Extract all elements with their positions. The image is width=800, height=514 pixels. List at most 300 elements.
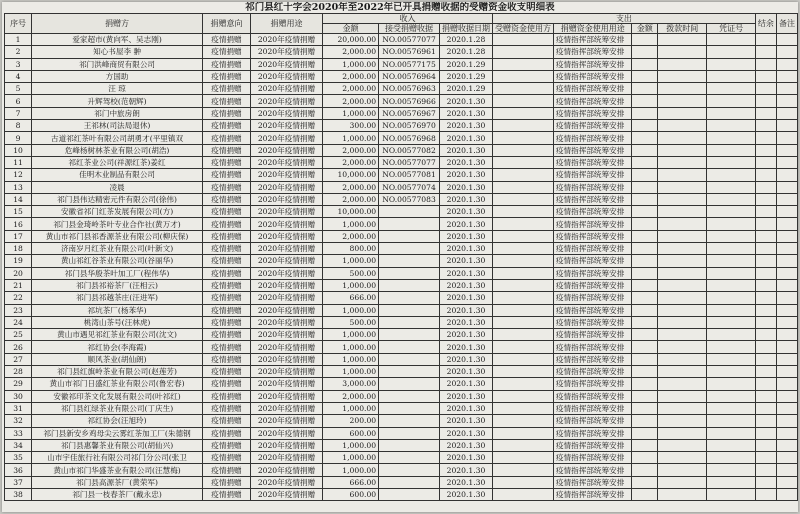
- cell-receipt-no: [379, 243, 440, 255]
- cell-expense-usage: 疫情指挥部统筹安排: [553, 181, 632, 193]
- cell-expense-usage: 疫情指挥部统筹安排: [553, 218, 632, 230]
- cell-receipt-date: 2020.1.29: [439, 70, 492, 82]
- cell-expense-amount: [632, 169, 658, 181]
- table-row: [5, 120, 798, 132]
- cell-recipient: [492, 181, 553, 193]
- cell-expense-date: [658, 218, 707, 230]
- cell-donor: 知心书屋李 翀: [32, 46, 203, 58]
- cell-balance: [755, 304, 776, 316]
- cell-receipt-date: 2020.1.30: [439, 120, 492, 132]
- cell-recipient: [492, 58, 553, 70]
- cell-income-amount: 1,000.00: [323, 341, 379, 353]
- cell-expense-date: [658, 34, 707, 46]
- cell-receipt-date: 2020.1.30: [439, 193, 492, 205]
- cell-expense-amount: [632, 181, 658, 193]
- table-row: [5, 402, 798, 414]
- cell-receipt-date: 2020.1.30: [439, 255, 492, 267]
- cell-receipt-no: [379, 378, 440, 390]
- cell-donor: 祁门县红旗岭茶业有限公司(赵莲芳): [32, 366, 203, 378]
- cell-note: [776, 46, 797, 58]
- cell-expense-date: [658, 292, 707, 304]
- cell-intent: 疫情捐赠: [203, 488, 251, 500]
- cell-donor: 祁红协会(汪旭玲): [32, 415, 203, 427]
- table-row: [5, 366, 798, 378]
- cell-intent: 疫情捐赠: [203, 476, 251, 488]
- cell-income-amount: 1,000.00: [323, 255, 379, 267]
- cell-recipient: [492, 34, 553, 46]
- cell-income-amount: 2,000.00: [323, 230, 379, 242]
- cell-recipient: [492, 488, 553, 500]
- cell-usage: 2020年疫情捐赠: [250, 144, 322, 156]
- cell-expense-date: [658, 169, 707, 181]
- cell-receipt-date: 2020.1.28: [439, 46, 492, 58]
- cell-donor: 汪 琼: [32, 83, 203, 95]
- cell-usage: 2020年疫情捐赠: [250, 353, 322, 365]
- cell-seq: 2: [5, 46, 32, 58]
- cell-intent: 疫情捐赠: [203, 292, 251, 304]
- cell-balance: [755, 464, 776, 476]
- cell-seq: 8: [5, 120, 32, 132]
- cell-usage: 2020年疫情捐赠: [250, 267, 322, 279]
- cell-usage: 2020年疫情捐赠: [250, 58, 322, 70]
- cell-expense-amount: [632, 95, 658, 107]
- cell-seq: 15: [5, 206, 32, 218]
- table-row: [5, 218, 798, 230]
- cell-donor: 山市宇佳旅行社有限公司祁门分公司(张卫: [32, 452, 203, 464]
- table-row: [5, 230, 798, 242]
- cell-voucher: [707, 181, 756, 193]
- cell-expense-usage: 疫情指挥部统筹安排: [553, 255, 632, 267]
- cell-receipt-date: 2020.1.30: [439, 169, 492, 181]
- cell-expense-date: [658, 279, 707, 291]
- cell-usage: 2020年疫情捐赠: [250, 464, 322, 476]
- cell-note: [776, 415, 797, 427]
- cell-voucher: [707, 58, 756, 70]
- cell-expense-date: [658, 132, 707, 144]
- cell-expense-amount: [632, 390, 658, 402]
- table-row: [5, 439, 798, 451]
- cell-note: [776, 107, 797, 119]
- cell-receipt-date: 2020.1.30: [439, 452, 492, 464]
- cell-receipt-no: NO.00576967: [379, 107, 440, 119]
- cell-expense-date: [658, 329, 707, 341]
- cell-recipient: [492, 341, 553, 353]
- cell-receipt-date: 2020.1.28: [439, 34, 492, 46]
- cell-expense-usage: 疫情指挥部统筹安排: [553, 70, 632, 82]
- table-row: [5, 488, 798, 500]
- cell-seq: 21: [5, 279, 32, 291]
- cell-voucher: [707, 95, 756, 107]
- cell-expense-date: [658, 144, 707, 156]
- cell-receipt-date: 2020.1.30: [439, 95, 492, 107]
- cell-usage: 2020年疫情捐赠: [250, 439, 322, 451]
- cell-voucher: [707, 70, 756, 82]
- cell-expense-date: [658, 156, 707, 168]
- cell-expense-usage: 疫情指挥部统筹安排: [553, 390, 632, 402]
- cell-income-amount: 2,000.00: [323, 70, 379, 82]
- cell-expense-date: [658, 353, 707, 365]
- cell-donor: 方国助: [32, 70, 203, 82]
- cell-note: [776, 230, 797, 242]
- cell-balance: [755, 95, 776, 107]
- cell-income-amount: 1,000.00: [323, 439, 379, 451]
- cell-balance: [755, 353, 776, 365]
- cell-income-amount: 1,000.00: [323, 452, 379, 464]
- cell-recipient: [492, 107, 553, 119]
- cell-note: [776, 34, 797, 46]
- cell-voucher: [707, 402, 756, 414]
- cell-expense-amount: [632, 341, 658, 353]
- cell-receipt-date: 2020.1.30: [439, 132, 492, 144]
- cell-donor: 祁门县华殷茶叶加工厂(程伟华): [32, 267, 203, 279]
- cell-receipt-no: [379, 206, 440, 218]
- cell-usage: 2020年疫情捐赠: [250, 70, 322, 82]
- cell-income-amount: 20,000.00: [323, 34, 379, 46]
- cell-donor: 安徽省祁门红茶发展有限公司(方): [32, 206, 203, 218]
- cell-income-amount: 1,000.00: [323, 366, 379, 378]
- table-row: [5, 156, 798, 168]
- cell-expense-usage: 疫情指挥部统筹安排: [553, 452, 632, 464]
- cell-note: [776, 427, 797, 439]
- table-row: [5, 427, 798, 439]
- cell-expense-usage: 疫情指挥部统筹安排: [553, 353, 632, 365]
- cell-expense-usage: 疫情指挥部统筹安排: [553, 341, 632, 353]
- table-row: [5, 255, 798, 267]
- cell-expense-amount: [632, 83, 658, 95]
- cell-donor: 黄山市遇见祁红茶业有限公司(沈文): [32, 329, 203, 341]
- cell-seq: 24: [5, 316, 32, 328]
- cell-receipt-date: 2020.1.30: [439, 218, 492, 230]
- header-recipient: 受赠资金使用方: [492, 24, 553, 34]
- cell-income-amount: 2,000.00: [323, 46, 379, 58]
- cell-expense-amount: [632, 120, 658, 132]
- cell-balance: [755, 218, 776, 230]
- table-row: [5, 464, 798, 476]
- cell-seq: 20: [5, 267, 32, 279]
- cell-note: [776, 181, 797, 193]
- cell-donor: 祁门县一枝春茶厂(戴永忠): [32, 488, 203, 500]
- cell-income-amount: 2,000.00: [323, 95, 379, 107]
- cell-balance: [755, 70, 776, 82]
- cell-income-amount: 2,000.00: [323, 144, 379, 156]
- cell-note: [776, 464, 797, 476]
- cell-income-amount: 300.00: [323, 120, 379, 132]
- cell-donor: 祁门县新安乡鸡母尖云雾红茶加工厂(朱德钢: [32, 427, 203, 439]
- cell-intent: 疫情捐赠: [203, 316, 251, 328]
- cell-expense-amount: [632, 279, 658, 291]
- table-row: [5, 279, 798, 291]
- cell-donor: 祁红协会(李海霞): [32, 341, 203, 353]
- cell-expense-amount: [632, 415, 658, 427]
- cell-receipt-no: [379, 230, 440, 242]
- table-row: [5, 341, 798, 353]
- cell-intent: 疫情捐赠: [203, 95, 251, 107]
- cell-expense-date: [658, 95, 707, 107]
- cell-expense-amount: [632, 378, 658, 390]
- cell-seq: 36: [5, 464, 32, 476]
- cell-receipt-no: [379, 316, 440, 328]
- cell-balance: [755, 316, 776, 328]
- cell-recipient: [492, 218, 553, 230]
- cell-balance: [755, 206, 776, 218]
- cell-receipt-no: NO.00576961: [379, 46, 440, 58]
- table-row: [5, 292, 798, 304]
- cell-expense-usage: 疫情指挥部统筹安排: [553, 156, 632, 168]
- cell-expense-date: [658, 58, 707, 70]
- cell-receipt-no: [379, 439, 440, 451]
- cell-recipient: [492, 243, 553, 255]
- cell-recipient: [492, 390, 553, 402]
- cell-voucher: [707, 353, 756, 365]
- cell-note: [776, 292, 797, 304]
- cell-receipt-date: 2020.1.30: [439, 439, 492, 451]
- cell-balance: [755, 452, 776, 464]
- cell-donor: 祁门县金琦岭茶叶专业合作社(黄万才): [32, 218, 203, 230]
- cell-usage: 2020年疫情捐赠: [250, 488, 322, 500]
- cell-expense-usage: 疫情指挥部统筹安排: [553, 439, 632, 451]
- cell-balance: [755, 378, 776, 390]
- cell-intent: 疫情捐赠: [203, 193, 251, 205]
- cell-income-amount: 1,000.00: [323, 58, 379, 70]
- cell-intent: 疫情捐赠: [203, 169, 251, 181]
- cell-donor: 祁门中旅房朗: [32, 107, 203, 119]
- cell-income-amount: 10,000.00: [323, 206, 379, 218]
- table-row: [5, 144, 798, 156]
- cell-note: [776, 316, 797, 328]
- cell-donor: 升辉驾校(范朝辉): [32, 95, 203, 107]
- cell-expense-date: [658, 341, 707, 353]
- cell-voucher: [707, 427, 756, 439]
- cell-receipt-no: [379, 341, 440, 353]
- cell-expense-amount: [632, 70, 658, 82]
- cell-balance: [755, 279, 776, 291]
- cell-seq: 30: [5, 390, 32, 402]
- cell-expense-date: [658, 476, 707, 488]
- cell-voucher: [707, 476, 756, 488]
- cell-note: [776, 218, 797, 230]
- cell-expense-usage: 疫情指挥部统筹安排: [553, 206, 632, 218]
- cell-expense-date: [658, 46, 707, 58]
- cell-seq: 34: [5, 439, 32, 451]
- cell-donor: 祁红茶业公司(祥源红茶)姜红: [32, 156, 203, 168]
- cell-income-amount: 10,000.00: [323, 169, 379, 181]
- cell-expense-date: [658, 120, 707, 132]
- cell-seq: 13: [5, 181, 32, 193]
- cell-receipt-date: 2020.1.29: [439, 83, 492, 95]
- cell-expense-amount: [632, 46, 658, 58]
- cell-seq: 37: [5, 476, 32, 488]
- cell-receipt-no: NO.00576964: [379, 70, 440, 82]
- cell-expense-date: [658, 488, 707, 500]
- cell-balance: [755, 156, 776, 168]
- cell-intent: 疫情捐赠: [203, 218, 251, 230]
- cell-intent: 疫情捐赠: [203, 452, 251, 464]
- cell-seq: 4: [5, 70, 32, 82]
- cell-income-amount: 3,000.00: [323, 378, 379, 390]
- cell-usage: 2020年疫情捐赠: [250, 181, 322, 193]
- cell-income-amount: 2,000.00: [323, 83, 379, 95]
- cell-intent: 疫情捐赠: [203, 439, 251, 451]
- cell-balance: [755, 230, 776, 242]
- cell-balance: [755, 488, 776, 500]
- cell-note: [776, 169, 797, 181]
- cell-expense-date: [658, 304, 707, 316]
- cell-balance: [755, 329, 776, 341]
- cell-receipt-no: [379, 279, 440, 291]
- ledger-body: [5, 34, 798, 501]
- cell-intent: 疫情捐赠: [203, 341, 251, 353]
- cell-receipt-no: [379, 452, 440, 464]
- cell-usage: 2020年疫情捐赠: [250, 34, 322, 46]
- cell-expense-amount: [632, 292, 658, 304]
- cell-usage: 2020年疫情捐赠: [250, 132, 322, 144]
- cell-voucher: [707, 83, 756, 95]
- cell-receipt-date: 2020.1.30: [439, 366, 492, 378]
- cell-intent: 疫情捐赠: [203, 427, 251, 439]
- cell-receipt-date: 2020.1.30: [439, 107, 492, 119]
- cell-receipt-no: NO.00577081: [379, 169, 440, 181]
- cell-recipient: [492, 95, 553, 107]
- cell-expense-usage: 疫情指挥部统筹安排: [553, 107, 632, 119]
- cell-intent: 疫情捐赠: [203, 107, 251, 119]
- cell-balance: [755, 476, 776, 488]
- cell-recipient: [492, 316, 553, 328]
- cell-voucher: [707, 218, 756, 230]
- cell-receipt-date: 2020.1.30: [439, 267, 492, 279]
- cell-receipt-date: 2020.1.30: [439, 341, 492, 353]
- cell-receipt-no: [379, 255, 440, 267]
- cell-expense-amount: [632, 132, 658, 144]
- cell-seq: 1: [5, 34, 32, 46]
- cell-donor: 爱家超市(黄向军、吴志刚): [32, 34, 203, 46]
- cell-recipient: [492, 353, 553, 365]
- cell-voucher: [707, 120, 756, 132]
- cell-usage: 2020年疫情捐赠: [250, 95, 322, 107]
- cell-usage: 2020年疫情捐赠: [250, 390, 322, 402]
- cell-seq: 31: [5, 402, 32, 414]
- cell-expense-amount: [632, 488, 658, 500]
- cell-note: [776, 353, 797, 365]
- cell-usage: 2020年疫情捐赠: [250, 206, 322, 218]
- table-row: [5, 169, 798, 181]
- cell-receipt-no: [379, 415, 440, 427]
- cell-income-amount: 500.00: [323, 267, 379, 279]
- header-expense-amount: 金额: [632, 24, 658, 34]
- cell-intent: 疫情捐赠: [203, 378, 251, 390]
- header-donor: 捐赠方: [32, 14, 203, 34]
- cell-usage: 2020年疫情捐赠: [250, 156, 322, 168]
- cell-donor: 佳明木业制品有限公司: [32, 169, 203, 181]
- cell-expense-usage: 疫情指挥部统筹安排: [553, 402, 632, 414]
- cell-note: [776, 58, 797, 70]
- cell-recipient: [492, 46, 553, 58]
- cell-expense-amount: [632, 206, 658, 218]
- cell-intent: 疫情捐赠: [203, 83, 251, 95]
- cell-receipt-date: 2020.1.30: [439, 427, 492, 439]
- cell-voucher: [707, 292, 756, 304]
- cell-donor: 祁门县惠馨茶业有限公司(胡仙兴): [32, 439, 203, 451]
- cell-note: [776, 132, 797, 144]
- cell-receipt-no: [379, 488, 440, 500]
- cell-usage: 2020年疫情捐赠: [250, 243, 322, 255]
- cell-expense-usage: 疫情指挥部统筹安排: [553, 120, 632, 132]
- header-receipt-no: 接受捐赠收据: [379, 24, 440, 34]
- cell-income-amount: 2,000.00: [323, 193, 379, 205]
- cell-income-amount: 1,000.00: [323, 279, 379, 291]
- cell-income-amount: 600.00: [323, 427, 379, 439]
- cell-donor: 桃湾山茶号(汪林虎): [32, 316, 203, 328]
- cell-receipt-no: NO.00577083: [379, 193, 440, 205]
- cell-seq: 25: [5, 329, 32, 341]
- cell-intent: 疫情捐赠: [203, 390, 251, 402]
- cell-receipt-no: NO.00576970: [379, 120, 440, 132]
- cell-intent: 疫情捐赠: [203, 366, 251, 378]
- cell-usage: 2020年疫情捐赠: [250, 415, 322, 427]
- ledger-table: [4, 13, 798, 501]
- cell-receipt-date: 2020.1.30: [439, 230, 492, 242]
- cell-note: [776, 193, 797, 205]
- cell-intent: 疫情捐赠: [203, 353, 251, 365]
- cell-voucher: [707, 452, 756, 464]
- cell-expense-date: [658, 107, 707, 119]
- cell-expense-usage: 疫情指挥部统筹安排: [553, 279, 632, 291]
- cell-income-amount: 1,000.00: [323, 218, 379, 230]
- cell-intent: 疫情捐赠: [203, 144, 251, 156]
- cell-note: [776, 95, 797, 107]
- cell-recipient: [492, 120, 553, 132]
- table-row: [5, 329, 798, 341]
- cell-receipt-date: 2020.1.29: [439, 58, 492, 70]
- cell-balance: [755, 34, 776, 46]
- cell-receipt-no: [379, 366, 440, 378]
- cell-intent: 疫情捐赠: [203, 402, 251, 414]
- cell-expense-usage: 疫情指挥部统筹安排: [553, 144, 632, 156]
- cell-receipt-date: 2020.1.30: [439, 181, 492, 193]
- cell-intent: 疫情捐赠: [203, 156, 251, 168]
- cell-receipt-date: 2020.1.30: [439, 243, 492, 255]
- cell-usage: 2020年疫情捐赠: [250, 193, 322, 205]
- cell-receipt-date: 2020.1.30: [439, 329, 492, 341]
- cell-income-amount: 1,000.00: [323, 132, 379, 144]
- cell-note: [776, 439, 797, 451]
- cell-voucher: [707, 107, 756, 119]
- cell-usage: 2020年疫情捐赠: [250, 378, 322, 390]
- cell-income-amount: 800.00: [323, 243, 379, 255]
- cell-expense-usage: 疫情指挥部统筹安排: [553, 267, 632, 279]
- cell-expense-usage: 疫情指挥部统筹安排: [553, 316, 632, 328]
- cell-usage: 2020年疫情捐赠: [250, 452, 322, 464]
- table-row: [5, 390, 798, 402]
- cell-seq: 5: [5, 83, 32, 95]
- cell-voucher: [707, 230, 756, 242]
- table-row: [5, 206, 798, 218]
- cell-receipt-date: 2020.1.30: [439, 488, 492, 500]
- cell-recipient: [492, 70, 553, 82]
- cell-note: [776, 83, 797, 95]
- cell-expense-date: [658, 390, 707, 402]
- cell-donor: 济南岁月红茶业有限公司(叶新文): [32, 243, 203, 255]
- cell-expense-usage: 疫情指挥部统筹安排: [553, 304, 632, 316]
- table-row: [5, 83, 798, 95]
- cell-expense-usage: 疫情指挥部统筹安排: [553, 95, 632, 107]
- cell-voucher: [707, 304, 756, 316]
- cell-note: [776, 452, 797, 464]
- cell-intent: 疫情捐赠: [203, 415, 251, 427]
- cell-recipient: [492, 144, 553, 156]
- cell-seq: 11: [5, 156, 32, 168]
- cell-note: [776, 279, 797, 291]
- cell-expense-usage: 疫情指挥部统筹安排: [553, 415, 632, 427]
